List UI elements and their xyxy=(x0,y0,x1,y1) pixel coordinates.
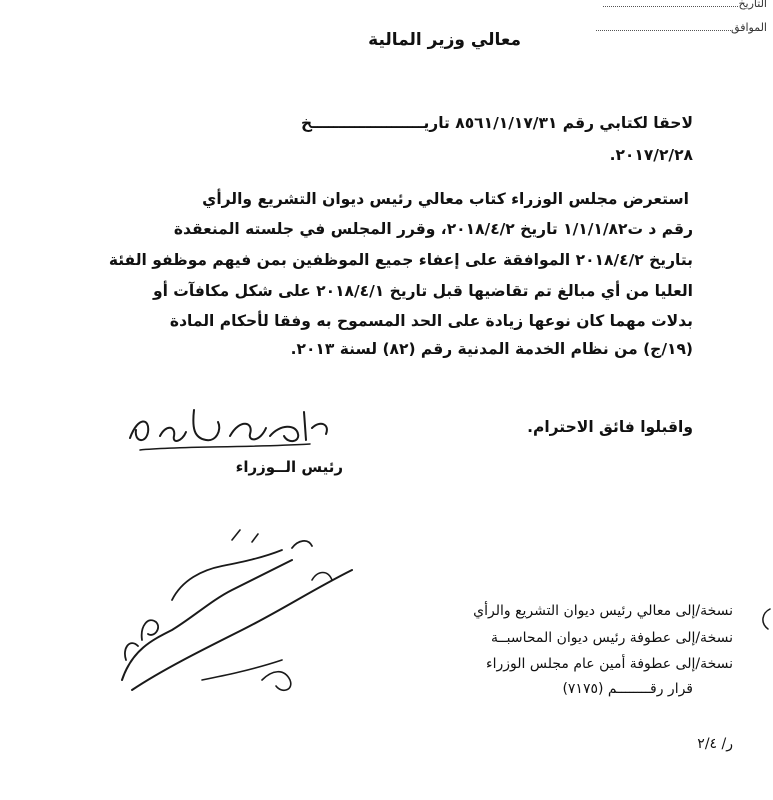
corresponding-dotted-line xyxy=(596,22,731,31)
body-line-2: رقم د ت١/١/١/٨٢ تاريخ ٢٠١٨/٤/٢، وقرر المجلس في جلسته المنعقدة xyxy=(173,220,693,238)
signature-title: رئيس الــوزراء xyxy=(235,458,343,476)
margin-mark xyxy=(758,605,772,635)
date-field xyxy=(599,0,767,10)
corresponding-date-field xyxy=(592,21,767,34)
prime-minister-signature xyxy=(120,398,340,458)
handwritten-annotation xyxy=(112,530,372,710)
body-line-1: استعرض مجلس الوزراء كتاب معالي رئيس ديوان التشريع والرأي xyxy=(202,190,689,208)
closing-line: واقبلوا فائق الاحترام. xyxy=(527,418,693,436)
copy-line-3: نسخة/إلى عطوفة أمين عام مجلس الوزراء xyxy=(486,656,733,672)
body-line-3: بتاريخ ٢٠١٨/٤/٢ الموافقة على إعفاء جميع الموظفين بمن فيهم موظفو الفئة xyxy=(108,251,693,269)
body-line-6: (١٩/ج) من نظام الخدمة المدنية رقم (٨٢) لسنة ٢٠١٣. xyxy=(290,340,693,358)
body-line-5: بدلات مهما كان نوعها زيادة على الحد المسموح به وفقا لأحكام المادة xyxy=(169,312,693,330)
reference-line-1: لاحقا لكتابي رقم ٨٥٦١/١/١٧/٣١ تاريـــــــــــــــــــــخ xyxy=(301,114,693,132)
footer-reference: ر/ ٢/٤ xyxy=(697,736,733,752)
date-label: التاريخ xyxy=(738,0,767,10)
corresponding-label: الموافق xyxy=(731,21,767,34)
body-line-4: العليا من أي مبالغ تم تقاضيها قبل تاريخ ٢٠١٨/٤/١ على شكل مكافآت أو xyxy=(152,282,693,300)
decision-number: قرار رقــــــــم (٧١٧٥) xyxy=(562,681,693,697)
copy-line-2: نسخة/إلى عطوفة رئيس ديوان المحاسبــة xyxy=(490,630,733,646)
reference-line-2: ٢٠١٧/٢/٢٨. xyxy=(609,146,693,164)
date-dotted-line xyxy=(603,0,738,7)
copy-line-1: نسخة/إلى معالي رئيس ديوان التشريع والرأي xyxy=(473,603,733,619)
addressee: معالي وزير المالية xyxy=(368,30,521,50)
